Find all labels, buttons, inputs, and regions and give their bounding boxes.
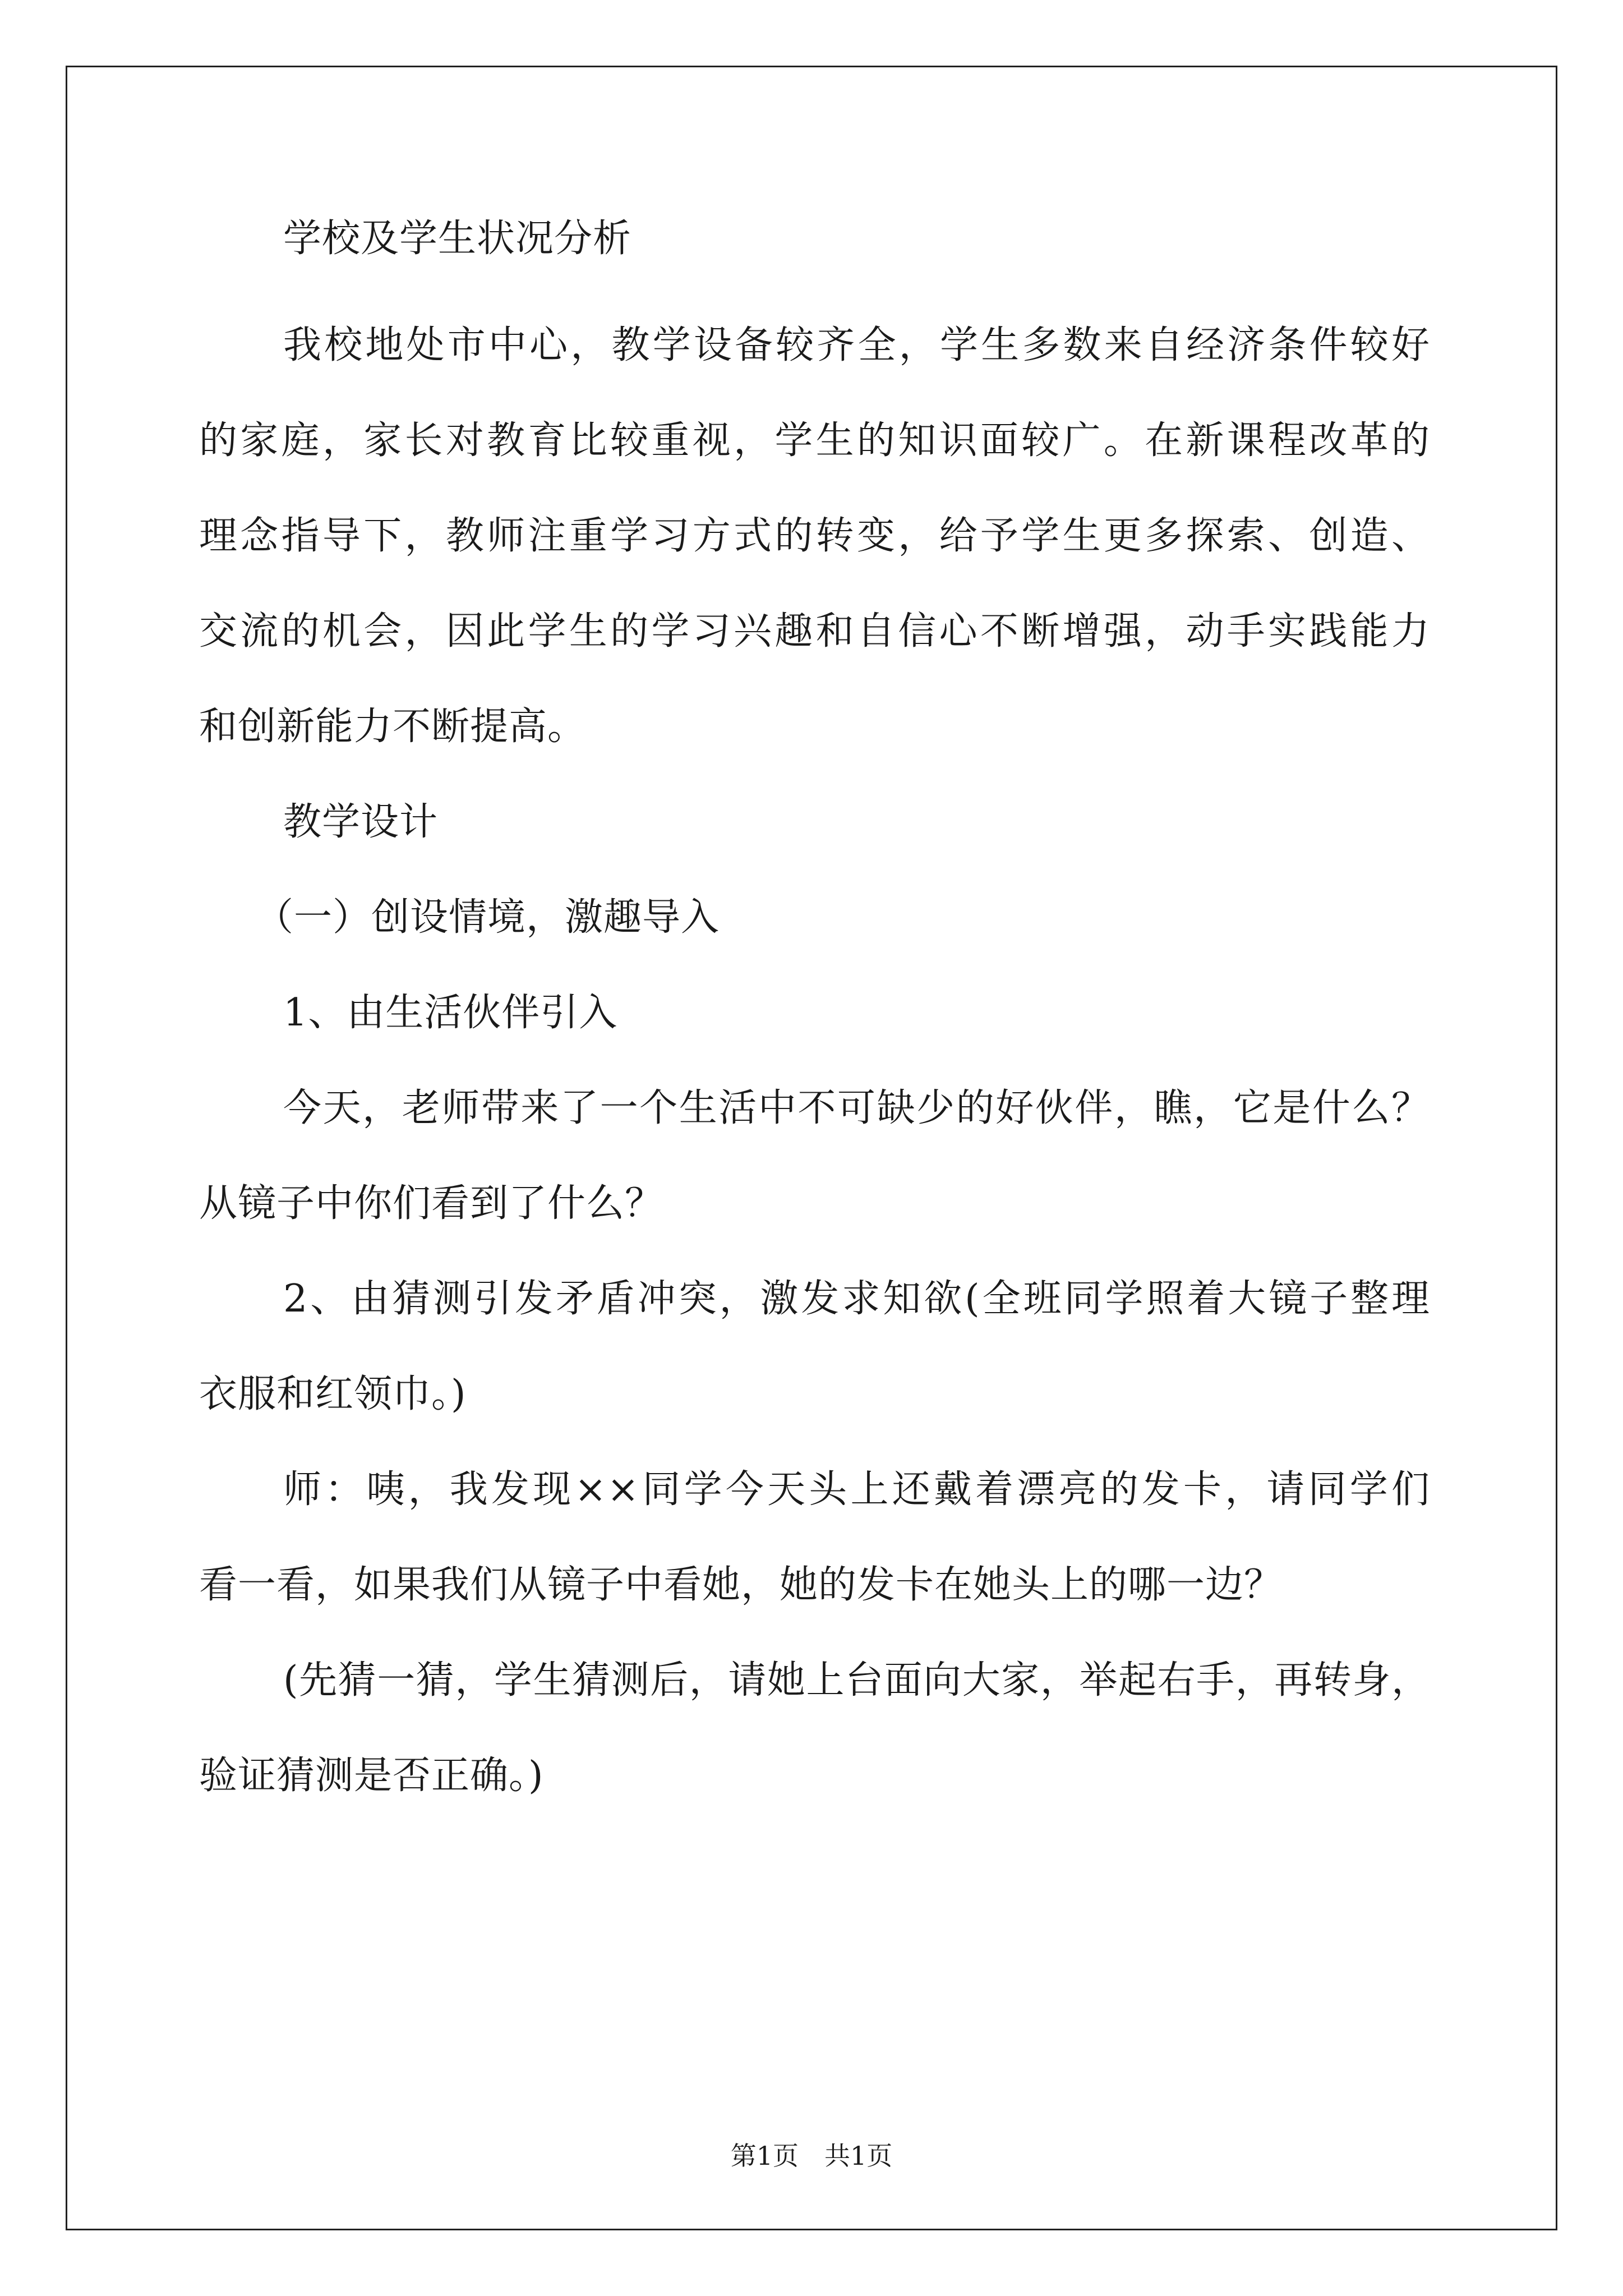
paragraph-line: 理念指导下，教师注重学习方式的转变，给予学生更多探索、创造、 [199, 514, 1430, 558]
heading-school-analysis: 学校及学生状况分析 [283, 217, 632, 261]
paragraph-line: 师：咦，我发现××同学今天头上还戴着漂亮的发卡，请同学们 [283, 1467, 1430, 1512]
paragraph-line: 和创新能力不断提高。 [199, 705, 587, 749]
paragraph-line: 今天，老师带来了一个生活中不可缺少的好伙伴，瞧，它是什么？ [283, 1086, 1430, 1130]
paragraph-line: 看一看，如果我们从镜子中看她，她的发卡在她头上的哪一边？ [199, 1563, 1283, 1607]
heading-teaching-design: 教学设计 [283, 800, 439, 844]
paragraph-line: 我校地处市中心，教学设备较齐全，学生多数来自经济条件较好 [283, 323, 1430, 367]
paragraph-line: 交流的机会，因此学生的学习兴趣和自信心不断增强，动手实践能力 [199, 609, 1430, 654]
paragraph-line: (先猜一猜，学生猜测后，请她上台面向大家，举起右手，再转身， [283, 1658, 1430, 1703]
paragraph-line: 验证猜测是否正确。) [199, 1754, 544, 1798]
list-item: 1、由生活伙伴引入 [283, 991, 618, 1035]
paragraph-line: 的家庭，家长对教育比较重视，学生的知识面较广。在新课程改革的 [199, 418, 1430, 463]
page-footer: 第1页 共1页 [730, 2141, 893, 2171]
paragraph-line: 衣服和红领巾。) [199, 1372, 467, 1416]
paragraph-line: 2、由猜测引发矛盾冲突，激发求知欲(全班同学照着大镜子整理 [283, 1277, 1430, 1321]
section-heading: （一）创设情境，激趣导入 [255, 895, 720, 940]
paragraph-line: 从镜子中你们看到了什么？ [199, 1181, 664, 1226]
page-border [66, 66, 1557, 2230]
